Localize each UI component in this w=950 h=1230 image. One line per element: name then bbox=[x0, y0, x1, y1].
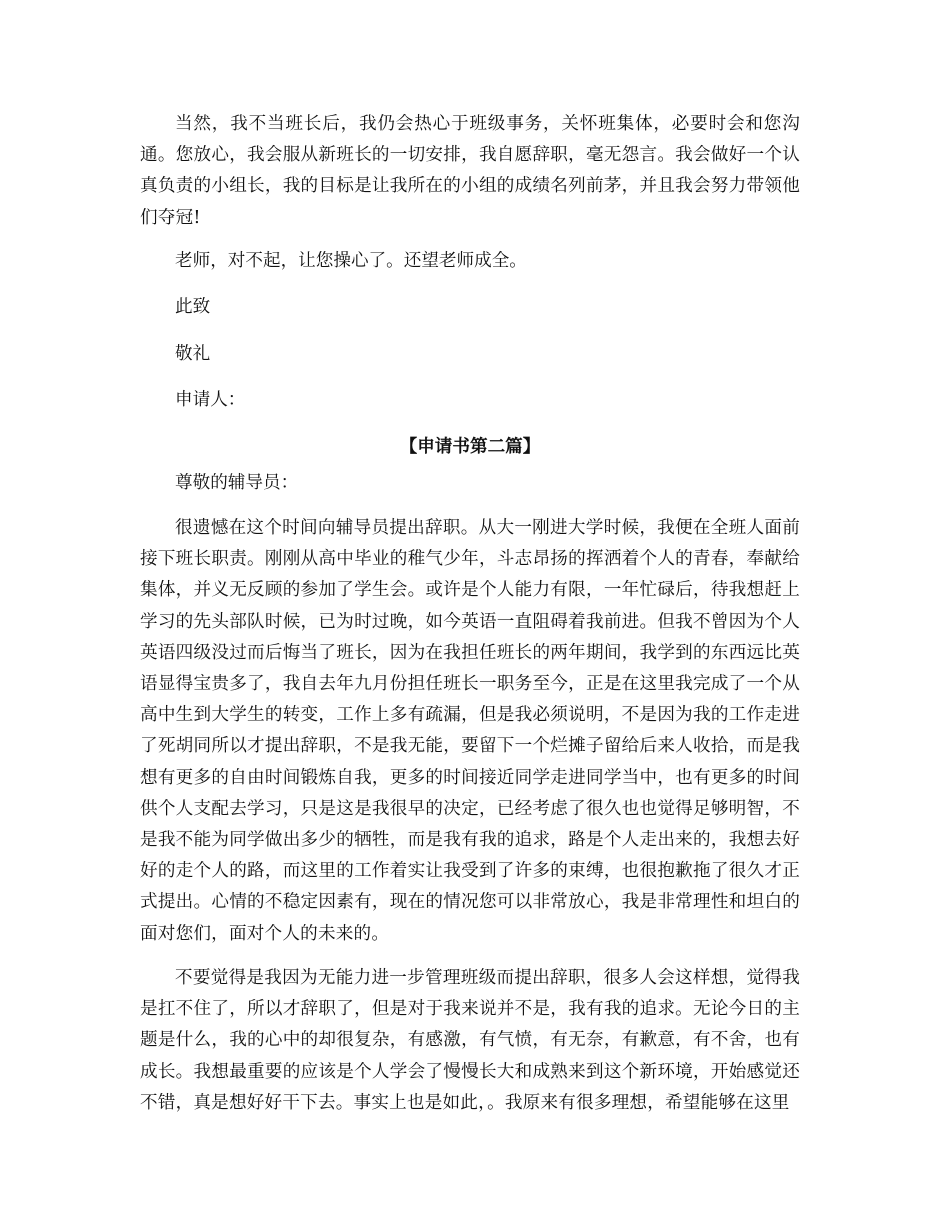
paragraph-apology: 老师，对不起，让您操心了。还望老师成全。 bbox=[175, 251, 527, 271]
signature-label: 申请人： bbox=[175, 390, 246, 410]
paragraph-reflection: 不要觉得是我因为无能力进一步管理班级而提出辞职，很多人会这样想，觉得我是扛不住了，所以才辞职了，但是对于我来说并不是，我有我的追求。无论今日的主题是什么，我的心中的却很复杂，有感激，有气愤，有无奈，有歉意，有不舍，也有成长。我想最重要的应该是个人学会了慢慢长大和成熟来到这个新环境，开始感觉还不错，真是想好好干下去。事实上也是如此，。我原来有很多理想，希望能够在这里 bbox=[140, 968, 800, 1113]
paragraph-continuation-intro: 当然，我不当班长后，我仍会热心于班级事务，关怀班集体，必要时会和您沟通。您放心，我会服从新班长的一切安排，我自愿辞职，毫无怨言。我会做好一个认真负责的小组长，我的目标是让我所在的小组的成绩名列前茅，并且我会努力带领他们夺冠! bbox=[140, 114, 800, 228]
closing-salutation-line-1: 此致 bbox=[175, 297, 211, 317]
salutation: 尊敬的辅导员： bbox=[175, 473, 299, 493]
section-heading: 【申请书第二篇】 bbox=[399, 436, 541, 457]
paragraph-resignation-reasons: 很遗憾在这个时间向辅导员提出辞职。从大一刚进大学时候，我便在全班人面前接下班长职责。刚刚从高中毕业的稚气少年，斗志昂扬的挥洒着个人的青春，奉献给集体，并义无反顾的参加了学生会。或许是个人能力有限，一年忙碌后，待我想赶上学习的先头部队时候，已为时过晚，如今英语一直阻碍着我前进。但我不曾因为个人英语四级没过而后悔当了班长，因为在我担任班长的两年期间，我学到的东西远比英语显得宝贵多了，我自去年九月份担任班长一职务至今，正是在这里我完成了一个从高中生到大学生的转变，工作上多有疏漏，但是我必须说明，不是因为我的工作走进了死胡同所以才提出辞职，不是我无能，要留下一个烂摊子留给后来人收拾，而是我想有更多的自由时间锻炼自我，更多的时间接近同学走进同学当中，也有更多的时间供个人支配去学习，只是这是我很早的决定，已经考虑了很久也也觉得足够明智，不是我不能为同学做出多少的牺牲，而是我有我的追求，路是个人走出来的，我想去好好的走个人的路，而这里的工作着实让我受到了许多的束缚，也很抱歉拖了很久才正式提出。心情的不稳定因素有，现在的情况您可以非常放心，我是非常理性和坦白的面对您们，面对个人的未来的。 bbox=[140, 518, 800, 944]
closing-salutation-line-2: 敬礼 bbox=[175, 344, 211, 364]
